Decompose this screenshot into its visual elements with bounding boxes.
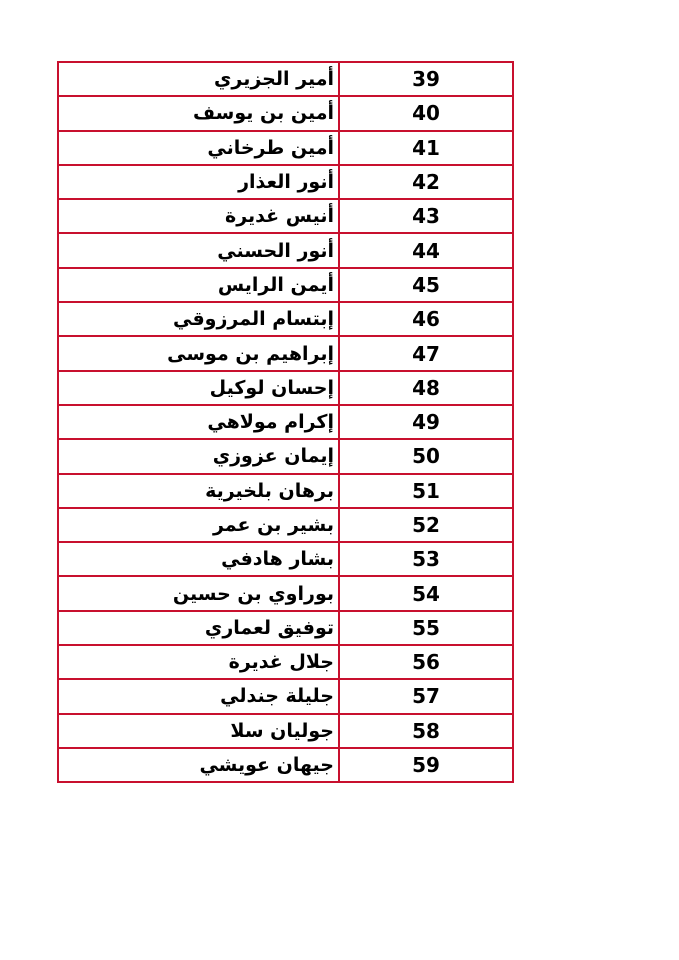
- table-row: [58, 371, 513, 405]
- row-number-cell: 57: [339, 679, 513, 713]
- row-name-cell: إيمان عزوزي: [58, 439, 339, 473]
- row-name-cell: برهان بلخيرية: [58, 474, 339, 508]
- table-row: [58, 302, 513, 336]
- names-table: [57, 61, 514, 783]
- table-row: [58, 165, 513, 199]
- row-name-cell: إبتسام المرزوقي: [58, 302, 339, 336]
- table-row: [58, 645, 513, 679]
- row-number-cell: 50: [339, 439, 513, 473]
- row-name-cell: أمير الجزيري: [58, 62, 339, 96]
- row-name-cell: إبراهيم بن موسى: [58, 336, 339, 370]
- row-name-cell: توفيق لعماري: [58, 611, 339, 645]
- row-number-cell: 51: [339, 474, 513, 508]
- row-number-cell: 53: [339, 542, 513, 576]
- row-number-cell: 46: [339, 302, 513, 336]
- row-number-cell: 54: [339, 576, 513, 610]
- row-number-cell: 44: [339, 233, 513, 267]
- row-number-cell: 47: [339, 336, 513, 370]
- row-name-cell: أمين بن يوسف: [58, 96, 339, 130]
- row-number-cell: 41: [339, 131, 513, 165]
- table-row: [58, 748, 513, 782]
- row-name-cell: جلال غديرة: [58, 645, 339, 679]
- names-table-body: [58, 62, 513, 782]
- table-row: [58, 199, 513, 233]
- table-row: [58, 439, 513, 473]
- row-number-cell: 55: [339, 611, 513, 645]
- row-number-cell: 48: [339, 371, 513, 405]
- row-name-cell: أنيس غديرة: [58, 199, 339, 233]
- row-name-cell: بشار هادفي: [58, 542, 339, 576]
- row-number-cell: 59: [339, 748, 513, 782]
- table-row: [58, 405, 513, 439]
- row-name-cell: أنور الحسني: [58, 233, 339, 267]
- row-number-cell: 42: [339, 165, 513, 199]
- table-row: [58, 96, 513, 130]
- row-name-cell: جليلة جندلي: [58, 679, 339, 713]
- table-row: [58, 679, 513, 713]
- row-number-cell: 52: [339, 508, 513, 542]
- row-number-cell: 49: [339, 405, 513, 439]
- table-row: [58, 62, 513, 96]
- table-row: [58, 474, 513, 508]
- table-row: [58, 336, 513, 370]
- row-name-cell: جوليان سلا: [58, 714, 339, 748]
- table-row: [58, 576, 513, 610]
- table-row: [58, 611, 513, 645]
- row-name-cell: جيهان عويشي: [58, 748, 339, 782]
- table-row: [58, 714, 513, 748]
- table-row: [58, 508, 513, 542]
- table-row: [58, 268, 513, 302]
- table-row: [58, 542, 513, 576]
- row-name-cell: بشير بن عمر: [58, 508, 339, 542]
- row-number-cell: 43: [339, 199, 513, 233]
- row-name-cell: أمين طرخاني: [58, 131, 339, 165]
- row-number-cell: 58: [339, 714, 513, 748]
- row-name-cell: أيمن الرايس: [58, 268, 339, 302]
- row-name-cell: إكرام مولاهي: [58, 405, 339, 439]
- row-number-cell: 39: [339, 62, 513, 96]
- table-row: [58, 131, 513, 165]
- row-name-cell: بوراوي بن حسين: [58, 576, 339, 610]
- table-row: [58, 233, 513, 267]
- row-name-cell: أنور العذار: [58, 165, 339, 199]
- row-name-cell: إحسان لوكيل: [58, 371, 339, 405]
- row-number-cell: 45: [339, 268, 513, 302]
- row-number-cell: 40: [339, 96, 513, 130]
- row-number-cell: 56: [339, 645, 513, 679]
